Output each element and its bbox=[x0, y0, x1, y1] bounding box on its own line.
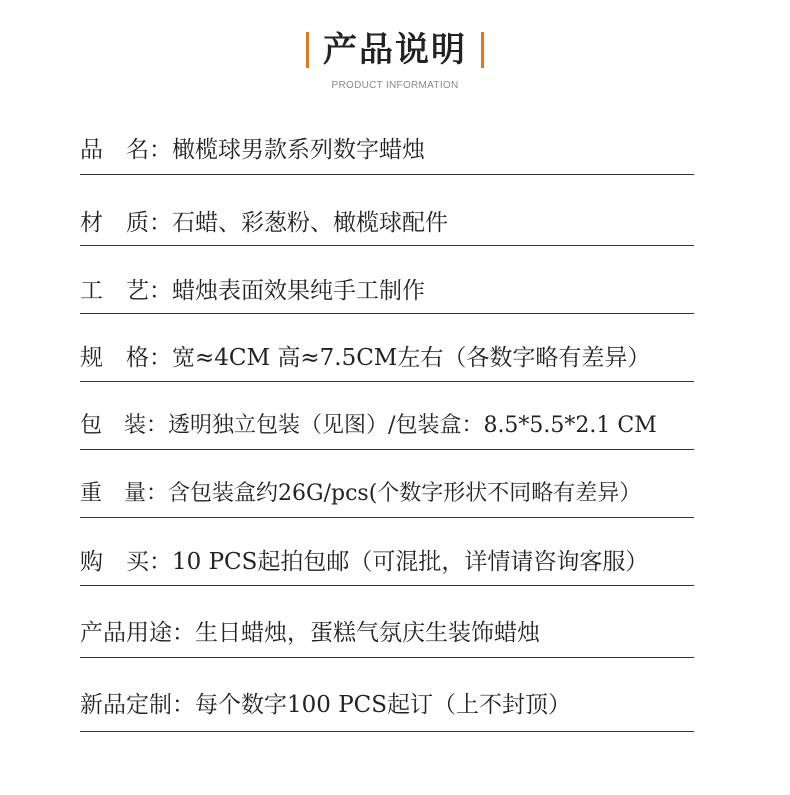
row-label: 重 量 bbox=[80, 481, 147, 506]
page-subtitle: PRODUCT INFORMATION bbox=[331, 80, 459, 91]
row-divider bbox=[80, 517, 694, 518]
title-left-bar bbox=[306, 32, 309, 68]
row-value: 透明独立包装（见图）/包装盒：8.5*5.5*2.1 CM bbox=[168, 413, 657, 438]
info-row-custom bbox=[80, 688, 571, 722]
info-row-material bbox=[80, 206, 448, 240]
info-row-size bbox=[80, 341, 650, 375]
title-block bbox=[0, 28, 790, 72]
row-divider bbox=[80, 449, 694, 450]
row-colon: ： bbox=[149, 278, 172, 304]
row-label: 规 格 bbox=[80, 345, 149, 371]
row-divider bbox=[80, 381, 694, 382]
row-label: 购 买 bbox=[80, 549, 149, 575]
row-colon: ： bbox=[149, 210, 172, 236]
row-value: 每个数字100 PCS起订（上不封顶） bbox=[195, 692, 572, 718]
row-divider bbox=[80, 313, 694, 314]
row-label: 包 装 bbox=[80, 413, 147, 438]
info-row-package bbox=[80, 409, 657, 443]
page-title-group bbox=[306, 28, 484, 72]
row-divider bbox=[80, 657, 694, 658]
row-divider bbox=[80, 174, 694, 175]
page-title: 产品说明 bbox=[323, 30, 467, 70]
row-colon: ： bbox=[149, 137, 172, 163]
row-label: 新品定制 bbox=[80, 692, 172, 718]
row-label: 产品用途 bbox=[80, 620, 172, 646]
info-row-name bbox=[80, 133, 425, 167]
row-colon: ： bbox=[149, 345, 172, 371]
row-value: 蜡烛表面效果纯手工制作 bbox=[172, 278, 425, 304]
row-colon: ： bbox=[146, 413, 169, 438]
row-colon: ： bbox=[172, 692, 195, 718]
row-colon: ： bbox=[146, 481, 169, 506]
row-divider bbox=[80, 585, 694, 586]
info-row-purchase bbox=[80, 545, 648, 579]
title-right-bar bbox=[481, 32, 484, 68]
row-value: 含包装盒约26G/pcs(个数字形状不同略有差异） bbox=[168, 481, 642, 506]
info-row-weight bbox=[80, 477, 641, 511]
row-value: 石蜡、彩葱粉、橄榄球配件 bbox=[172, 210, 448, 236]
row-label: 工 艺 bbox=[80, 278, 149, 304]
row-value: 橄榄球男款系列数字蜡烛 bbox=[172, 137, 425, 163]
row-colon: ： bbox=[172, 620, 195, 646]
row-divider bbox=[80, 245, 694, 246]
info-row-craft bbox=[80, 274, 425, 308]
row-colon: ： bbox=[149, 549, 172, 575]
row-label: 材 质 bbox=[80, 210, 149, 236]
row-value: 宽≈4CM 高≈7.5CM左右（各数字略有差异） bbox=[172, 345, 651, 371]
row-label: 品 名 bbox=[80, 137, 149, 163]
row-divider bbox=[80, 731, 694, 732]
row-value: 生日蜡烛，蛋糕气氛庆生装饰蜡烛 bbox=[195, 620, 540, 646]
info-row-usage bbox=[80, 616, 540, 650]
row-value: 10 PCS起拍包邮（可混批，详情请咨询客服） bbox=[172, 549, 649, 575]
